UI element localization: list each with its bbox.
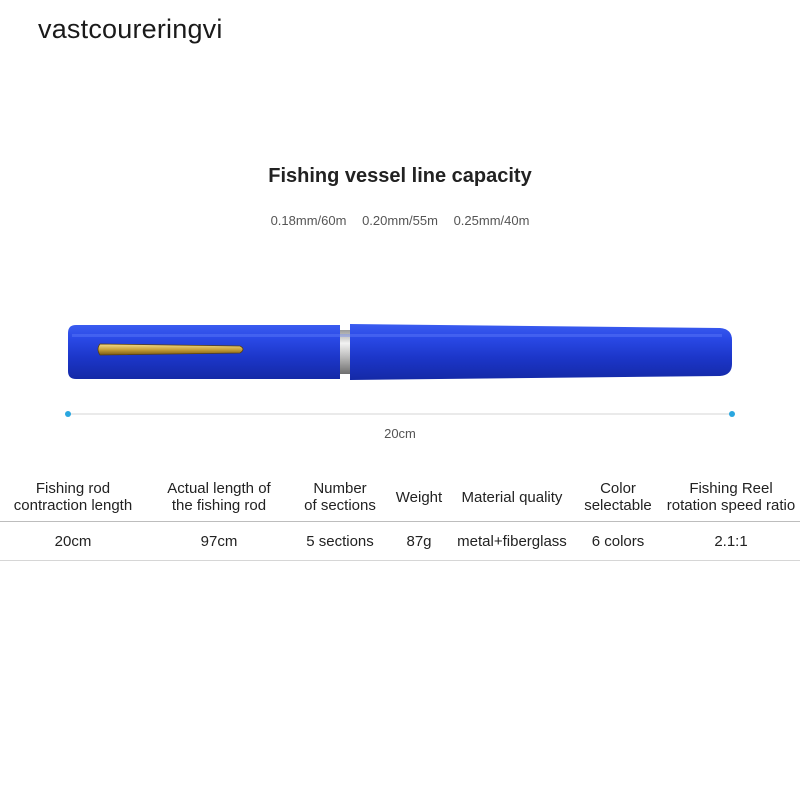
- line-capacity-item: 0.25mm/40m: [453, 213, 530, 228]
- header-contraction-length: Fishing rod contraction length: [0, 473, 146, 522]
- pen-fishing-rod-image: [68, 322, 732, 382]
- rod-length-label: 20cm: [384, 426, 416, 441]
- value-color-selectable: 6 colors: [574, 522, 662, 561]
- rod-body: [350, 324, 732, 380]
- value-actual-length: 97cm: [146, 522, 292, 561]
- dimension-end-dot: [729, 411, 735, 417]
- header-number-of-sections: Number of sections: [292, 473, 388, 522]
- value-material-quality: metal+fiberglass: [450, 522, 574, 561]
- value-weight: 87g: [388, 522, 450, 561]
- pen-rod-illustration: [68, 322, 732, 382]
- line-capacity-item: 0.18mm/60m: [270, 213, 347, 228]
- header-actual-length: Actual length of the fishing rod: [146, 473, 292, 522]
- header-reel-speed-ratio: Fishing Reel rotation speed ratio: [662, 473, 800, 522]
- dimension-line: [62, 404, 738, 424]
- header-color-selectable: Color selectable: [574, 473, 662, 522]
- specifications-table: [0, 473, 800, 561]
- specifications-header-row: [0, 473, 800, 522]
- header-material-quality: Material quality: [450, 473, 574, 522]
- value-number-of-sections: 5 sections: [292, 522, 388, 561]
- brand-name: vastcoureringvi: [38, 14, 223, 44]
- dimension-start-dot: [65, 411, 71, 417]
- header-weight: Weight: [388, 473, 450, 522]
- line-capacity-list: [0, 213, 800, 228]
- rod-gold-clip: [98, 344, 243, 355]
- value-reel-speed-ratio: 2.1:1: [662, 522, 800, 561]
- specifications-value-row: [0, 522, 800, 561]
- line-capacity-item: 0.20mm/55m: [362, 213, 438, 228]
- value-contraction-length: 20cm: [0, 522, 146, 561]
- page-title: Fishing vessel line capacity: [268, 165, 532, 187]
